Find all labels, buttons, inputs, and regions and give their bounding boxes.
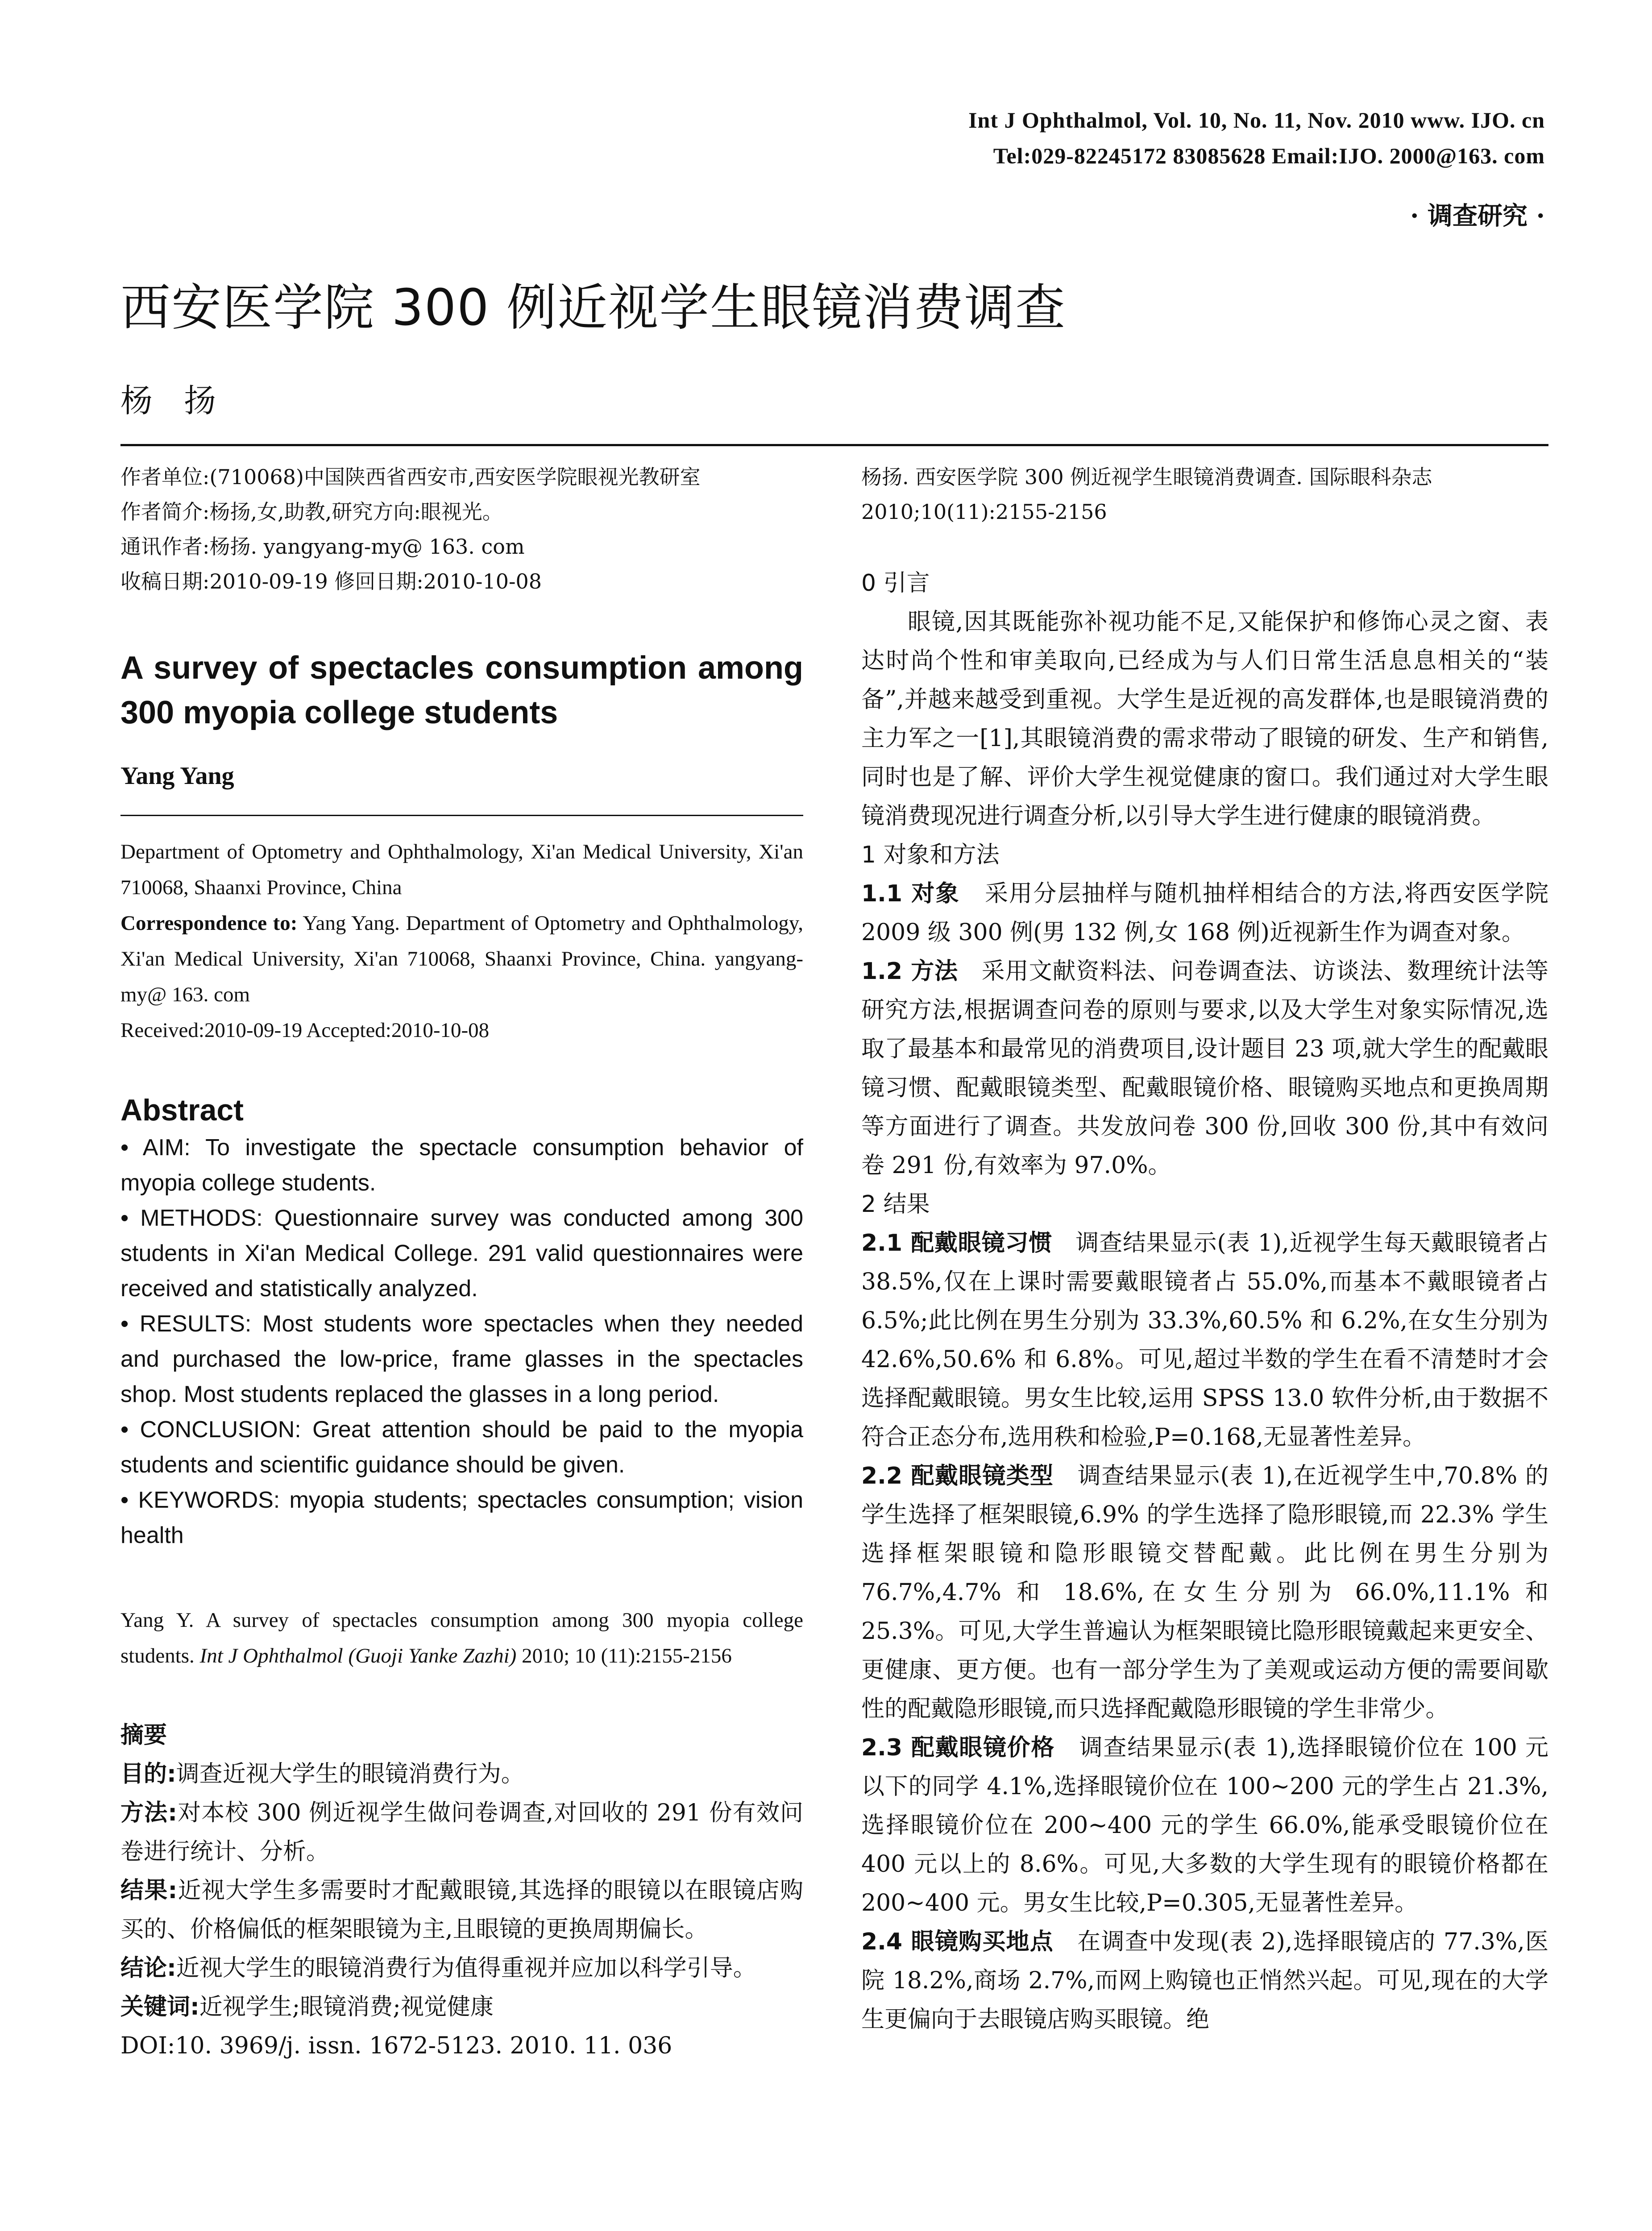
- correspondence-text: Yang Yang. Department of Optometry and Ophthalmology, Xi'an Medical University, Xi'an 710068, Shaanxi Province, China. yangyang-my@ 163. com: [120, 912, 803, 1006]
- english-author-rule: [120, 815, 803, 816]
- abstract-heading: Abstract: [120, 1093, 244, 1127]
- abstract-methods: • METHODS: Questionnaire survey was conducted among 300 students in Xi'an Medical College. 291 valid questionnaires were received and statistically analyzed.: [120, 1205, 803, 1302]
- section-0-paragraph: 眼镜,因其既能弥补视功能不足,又能保护和修饰心灵之窗、表达时尚个性和审美取向,已经成为与人们日常生活息息相关的“装备”,并越来越受到重视。大学生是近视的高发群体,也是眼镜消费的主力军之一[1],其眼镜消费的需求带动了眼镜的研发、生产和销售,同时也是了解、评价大学生视觉健康的窗口。我们通过对大学生眼镜消费现况进行调查分析,以引导大学生进行健康的眼镜消费。: [861, 609, 1548, 829]
- section-tag: · 调查研究 ·: [1410, 201, 1545, 231]
- zh-conclusion: [120, 1949, 803, 1988]
- english-title: A survey of spectacles consumption among 300 myopia college students: [120, 650, 803, 730]
- zh-conclusion-label: 结论:: [120, 1955, 176, 1982]
- author-info: [120, 460, 803, 599]
- chinese-citation: 杨扬. 西安医学院 300 例近视学生眼镜消费调查. 国际眼科杂志 2010;10(11):2155-2156: [861, 465, 1432, 524]
- section-2-1-text: 调查结果显示(表 1),近视学生每天戴眼镜者占 38.5%,仅在上课时需要戴眼镜者占 55.0%,而基本不戴眼镜者占 6.5%;此比例在男生分别为 33.3%,60.5% 和 6.2%,在女生分别为 42.6%,50.6% 和 6.8%。可见,超过半数的学生在看不清楚时才会选择配戴眼镜。男女生比较,运用 SPSS 13.0 软件分析,由于数据不符合正态分布,选用秩和检验,P=0.168,无显著性差异。: [861, 1230, 1548, 1451]
- section-2-4-text: 在调查中发现(表 2),选择眼镜店的 77.3%,医院 18.2%,商场 2.7%,而网上购镜也正悄然兴起。可见,现在的大学生更偏向于去眼镜店购买眼镜。绝: [861, 1928, 1549, 2033]
- zh-aim-text: 调查近视大学生的眼镜消费行为。: [176, 1761, 524, 1787]
- journal-header-line2: Tel:029-82245172 83085628 Email:IJO. 2000@163. com: [993, 143, 1545, 168]
- english-dates: Received:2010-09-19 Accepted:2010-10-08: [120, 1019, 490, 1042]
- zh-results-label: 结果:: [120, 1877, 178, 1904]
- section-1-2-text: 采用文献资料法、问卷调查法、访谈法、数理统计法等研究方法,根据调查问卷的原则与要求,以及大学生对象实际情况,选取了最基本和最常见的消费项目,设计题目 23 项,就大学生的配戴眼镜习惯、配戴眼镜类型、配戴眼镜价格、眼镜购买地点和更换周期等方面进行了调查。共发放问卷 300 份,回收 300 份,其中有效问卷 291 份,有效率为 97.0%。: [861, 958, 1548, 1179]
- zh-methods: [120, 1794, 803, 1871]
- abstract-aim: • AIM: To investigate the spectacle consumption behavior of myopia college students.: [120, 1135, 803, 1196]
- citation-journal: Int J Ophthalmol (Guoji Yanke Zazhi): [199, 1644, 517, 1667]
- english-affiliation: [120, 834, 803, 1048]
- english-author: Yang Yang: [120, 762, 234, 790]
- section-2-2-label: 2.2 配戴眼镜类型: [861, 1463, 1054, 1489]
- section-2-2: [861, 1457, 1548, 1729]
- author-unit: 作者单位:(710068)中国陕西省西安市,西安医学院眼视光教研室: [120, 465, 701, 489]
- english-citation: [120, 1602, 803, 1674]
- author-bio: 作者简介:杨扬,女,助教,研究方向:眼视光。: [120, 500, 503, 524]
- section-2-3-text: 调查结果显示(表 1),选择眼镜价位在 100 元以下的同学 4.1%,选择眼镜价位在 100~200 元的学生占 21.3%,选择眼镜价位在 200~400 元的学生 66.0%,能承受眼镜价位在 400 元以上的 8.6%。可见,大多数的大学生现有的眼镜价格都在 200~400 元。男女生比较,P=0.305,无显著性差异。: [861, 1734, 1548, 1916]
- zh-methods-text: 对本校 300 例近视学生做问卷调查,对回收的 291 份有效问卷进行统计、分析。: [120, 1800, 804, 1865]
- right-column: [861, 460, 1548, 2039]
- article-title: 西安医学院 300 例近视学生眼镜消费调查: [120, 279, 1066, 337]
- abstract-conclusion: • CONCLUSION: Great attention should be paid to the myopia students and scientific guidance should be given.: [120, 1417, 803, 1478]
- left-column: [120, 460, 803, 2065]
- abstract-keywords: • KEYWORDS: myopia students; spectacles consumption; vision health: [120, 1487, 803, 1548]
- section-1-1-label: 1.1 对象: [861, 880, 960, 907]
- chinese-abstract: [120, 1716, 803, 2065]
- english-abstract: [120, 1130, 803, 1553]
- correspondence: [120, 905, 803, 1012]
- section-1-1-text: 采用分层抽样与随机抽样相结合的方法,将西安医学院 2009 级 300 例(男 132 例,女 168 例)近视新生作为调查对象。: [861, 880, 1548, 946]
- zh-methods-label: 方法:: [120, 1800, 178, 1826]
- chinese-abstract-heading: 摘要: [120, 1722, 167, 1749]
- body-text: [861, 564, 1548, 2039]
- zh-results: [120, 1871, 803, 1949]
- section-2-3: [861, 1729, 1548, 1923]
- title-rule: [120, 444, 1548, 446]
- journal-header-line1: Int J Ophthalmol, Vol. 10, No. 11, Nov. 2010 www. IJO. cn: [968, 108, 1545, 133]
- section-0-heading: 0 引言: [861, 570, 930, 597]
- section-2-2-text: 调查结果显示(表 1),在近视学生中,70.8% 的学生选择了框架眼镜,6.9% 的学生选择了隐形眼镜,而 22.3% 学生选择框架眼镜和隐形眼镜交替配戴。此比例在男生分别为 76.7%,4.7% 和 18.6%,在女生分别为 66.0%,11.1% 和 25.3%。可见,大学生普遍认为框架眼镜比隐形眼镜戴起来更安全、更健康、更方便。也有一部分学生为了美观或运动方便的需要间歇性的配戴隐形眼镜,而只选择配戴隐形眼镜的学生非常少。: [861, 1463, 1548, 1722]
- zh-keywords: [120, 1988, 803, 2027]
- zh-conclusion-text: 近视大学生的眼镜消费行为值得重视并应加以科学引导。: [176, 1955, 756, 1982]
- citation-pre: Yang Y. A survey of spectacles consumption among 300 myopia college students.: [120, 1609, 803, 1667]
- correspondence-label: Correspondence to:: [120, 912, 298, 935]
- zh-aim: [120, 1755, 803, 1794]
- section-2-1: [861, 1224, 1548, 1457]
- zh-results-text: 近视大学生多需要时才配戴眼镜,其选择的眼镜以在眼镜店购买的、价格偏低的框架眼镜为主,且眼镜的更换周期偏长。: [120, 1877, 804, 1943]
- section-2-1-label: 2.1 配戴眼镜习惯: [861, 1230, 1053, 1256]
- received-dates: 收稿日期:2010-09-19 修回日期:2010-10-08: [120, 569, 542, 593]
- section-1-heading: 1 对象和方法: [861, 842, 1000, 868]
- section-2-4-label: 2.4 眼镜购买地点: [861, 1928, 1054, 1955]
- corresponding-author: 通讯作者:杨扬. yangyang-my@ 163. com: [120, 535, 525, 559]
- article-author: 杨扬: [120, 382, 248, 419]
- section-1-1: [861, 875, 1548, 952]
- zh-keywords-text: 近视学生;眼镜消费;视觉健康: [199, 1994, 494, 2020]
- section-2-4: [861, 1923, 1548, 2039]
- abstract-results: • RESULTS: Most students wore spectacles when they needed and purchased the low-price, frame glasses in the spectacles shop. Most students replaced the glasses in a long period.: [120, 1311, 803, 1407]
- zh-aim-label: 目的:: [120, 1761, 176, 1787]
- citation-post: 2010; 10 (11):2155-2156: [516, 1644, 732, 1667]
- department: Department of Optometry and Ophthalmology, Xi'an Medical University, Xi'an 710068, Shaanxi Province, China: [120, 840, 803, 899]
- section-1-2: [861, 952, 1548, 1185]
- section-2-heading: 2 结果: [861, 1191, 930, 1218]
- doi: DOI:10. 3969/j. issn. 1672-5123. 2010. 11. 036: [120, 2032, 672, 2059]
- section-1-2-label: 1.2 方法: [861, 958, 959, 985]
- section-2-3-label: 2.3 配戴眼镜价格: [861, 1734, 1055, 1761]
- zh-keywords-label: 关键词:: [120, 1994, 199, 2020]
